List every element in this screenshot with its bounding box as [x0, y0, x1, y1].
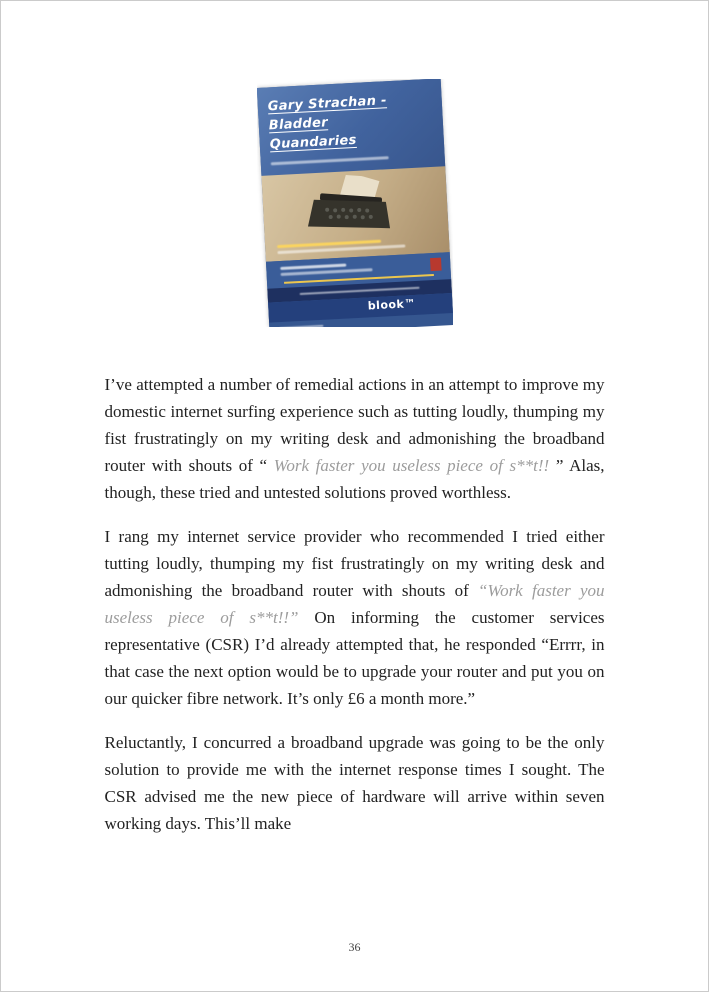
typewriter-illustration	[287, 171, 411, 246]
red-badge	[429, 258, 441, 272]
text-segment: ” Alas, though, these tried and untested solutions proved worthless.	[104, 456, 605, 502]
book-cover	[257, 79, 453, 327]
cover-title-line1: Gary Strachan - Bladder	[266, 93, 387, 134]
illegible-text-line	[299, 286, 419, 295]
text-segment: I rang my internet service provider who recommended I tried either tutting loudly, thumping my fist frustratingly on my writing desk and admonishing the broadband router with shouts of	[104, 527, 605, 600]
cover-header	[257, 79, 445, 176]
photo-captions	[277, 238, 405, 254]
page-number: 36	[348, 940, 361, 954]
text-segment: Reluctantly, I concurred a broadband upgrade was going to be the only solution to provide me with the internet response times I sought. The CSR advised me the new piece of hardware will arrive within seven working days. This’ll make	[104, 733, 605, 833]
body-text	[105, 371, 605, 837]
text-segment: On informing the customer services representative (CSR) I’d already attempted that, he responded “Errrr, in that case the next option would be to upgrade your router and put you on our quicker fibre network. It’s only £6 a month more.”	[104, 608, 605, 708]
paragraph	[105, 523, 605, 712]
text-segment: “Work faster you useless piece of s**t!!”	[104, 581, 605, 627]
cover-title-line2: Quandaries	[268, 132, 357, 153]
paragraph	[105, 729, 605, 837]
text-segment: Work faster you useless piece of s**t!!	[273, 456, 550, 475]
illegible-text-line	[279, 325, 323, 327]
illegible-text-line	[270, 156, 388, 165]
book-cover-photo	[257, 79, 453, 327]
illegible-text-line	[280, 268, 372, 276]
cover-lower-section	[265, 252, 452, 327]
publisher-logo: blook™	[366, 296, 416, 313]
illegible-text-line	[280, 264, 346, 270]
text-segment: I’ve attempted a number of remedial actions in an attempt to improve my domestic internet surfing experience such as tutting loudly, thumping my fist frustratingly on my writing desk and admonishing the broadband router with shouts of “	[104, 375, 605, 475]
typewriter-icon	[287, 171, 411, 241]
typewriter-photo	[261, 166, 449, 262]
paragraph	[105, 371, 605, 506]
